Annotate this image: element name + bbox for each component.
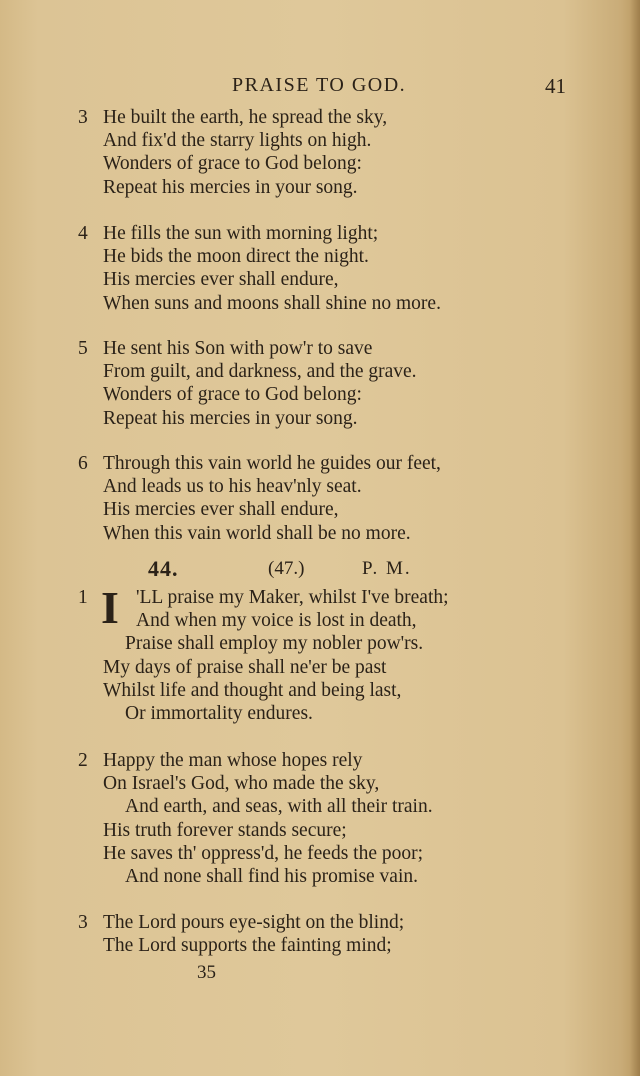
verse-line: When suns and moons shall shine no more. — [103, 292, 441, 314]
hymn-number: 44. — [148, 556, 179, 581]
verse-line: Through this vain world he guides our feet, — [103, 453, 441, 474]
verse-line: The Lord supports the fainting mind; — [103, 935, 392, 957]
hymn-meter: P. M. — [362, 558, 412, 579]
verse-line: He bids the moon direct the night. — [103, 246, 369, 268]
page-number: 41 — [545, 74, 566, 98]
verse-line: He fills the sun with morning light; — [103, 223, 379, 244]
stanza-number: 3 — [78, 107, 88, 128]
stanza-number: 6 — [78, 453, 88, 474]
verse-line: He saves th' oppress'd, he feeds the poor; — [103, 842, 424, 864]
verse-line: From guilt, and darkness, and the grave. — [103, 361, 417, 383]
running-header — [0, 74, 640, 102]
verse-line: Whilst life and thought and being last, — [103, 679, 402, 701]
verse-line: The Lord pours eye-sight on the blind; — [103, 912, 405, 933]
verse-line: And none shall find his promise vain. — [125, 866, 419, 887]
verse-line: His truth forever stands secure; — [103, 819, 347, 841]
drop-cap: I — [101, 582, 119, 633]
stanza-number: 2 — [78, 750, 88, 771]
verse-line: His mercies ever shall endure, — [103, 499, 339, 521]
verse-line: Happy the man whose hopes rely — [103, 750, 363, 771]
verse-line: And earth, and seas, with all their train. — [125, 796, 433, 818]
verse-line: Praise shall employ my nobler pow'rs. — [125, 633, 424, 655]
stanza-number: 3 — [78, 912, 88, 933]
verse-line: Repeat his mercies in your song. — [103, 176, 358, 198]
hymn-heading — [0, 556, 640, 584]
verse-line: Wonders of grace to God belong: — [103, 384, 362, 406]
verse-line: He sent his Son with pow'r to save — [103, 338, 373, 359]
verse-line: Or immortality endures. — [125, 703, 313, 724]
stanza-number: 4 — [78, 223, 88, 244]
verse-line: 'LL praise my Maker, whilst I've breath; — [136, 587, 449, 608]
stanza-number: 1 — [78, 587, 88, 608]
hymn-alt-number: (47.) — [268, 558, 305, 579]
verse-line: And leads us to his heav'nly seat. — [103, 476, 362, 498]
verse-line: Repeat his mercies in your song. — [103, 407, 358, 429]
verse-line: My days of praise shall ne'er be past — [103, 656, 387, 678]
verse-line: When this vain world shall be no more. — [103, 522, 411, 544]
page-edge-shadow — [630, 0, 640, 1076]
verse-line: His mercies ever shall endure, — [103, 269, 339, 291]
signature-mark: 35 — [197, 962, 216, 983]
verse-line: Wonders of grace to God belong: — [103, 153, 362, 175]
stanza-number: 5 — [78, 338, 88, 359]
verse-line: He built the earth, he spread the sky, — [103, 107, 388, 128]
page-title: PRAISE TO GOD. — [232, 74, 407, 96]
verse-line: And fix'd the starry lights on high. — [103, 130, 372, 152]
verse-line: On Israel's God, who made the sky, — [103, 773, 380, 795]
verse-line: And when my voice is lost in death, — [136, 610, 417, 632]
